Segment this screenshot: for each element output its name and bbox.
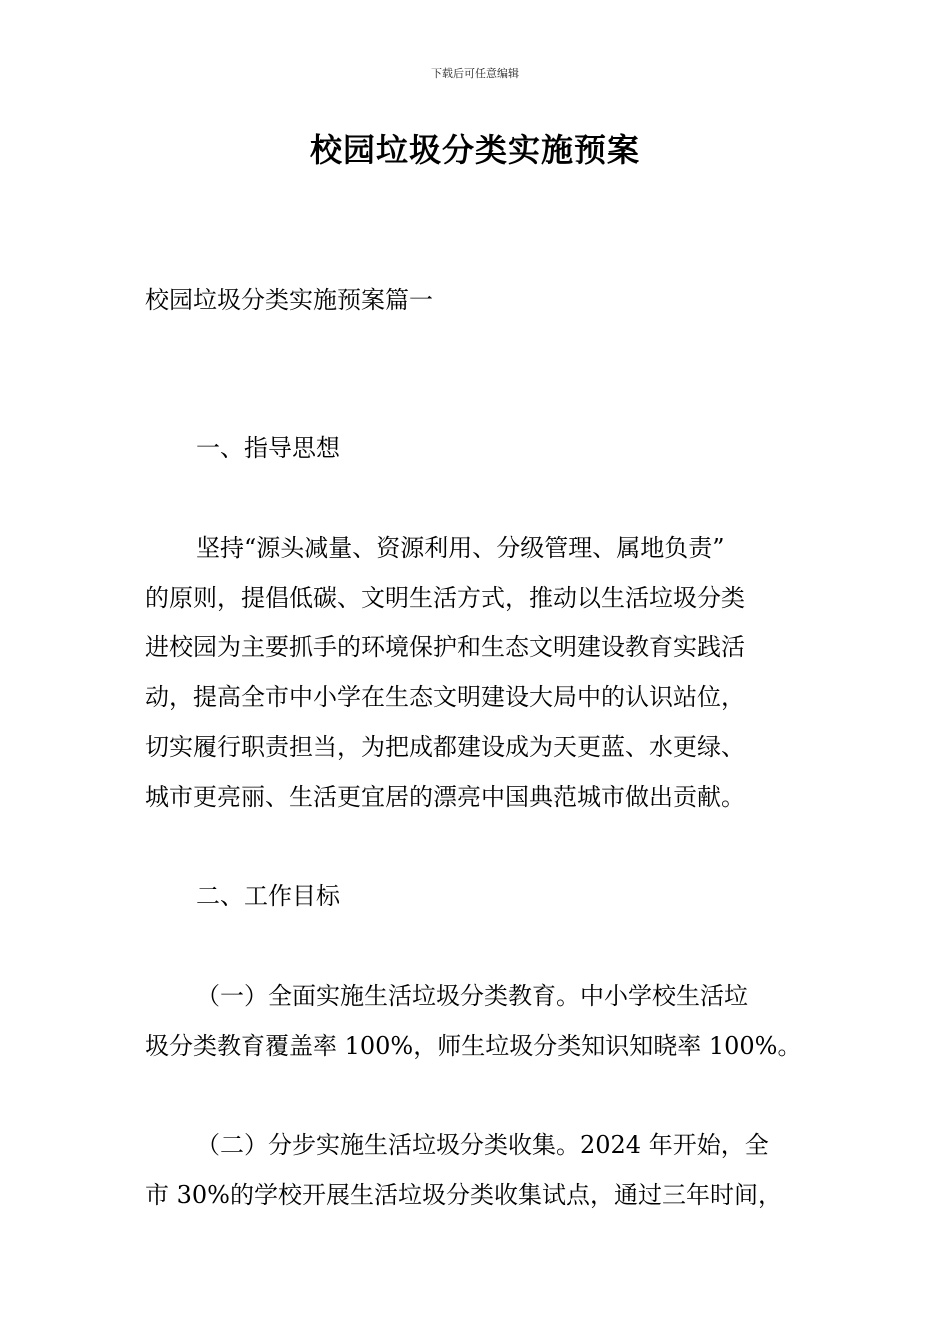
section-1-line: 切实履行职责担当，为把成都建设成为天更蓝、水更绿、	[145, 733, 745, 761]
section-1-line: 进校园为主要抓手的环境保护和生态文明建设教育实践活	[145, 633, 745, 661]
goal-1-line: 圾分类教育覆盖率 100%，师生垃圾分类知识知晓率 100%。	[145, 1032, 802, 1060]
section-1-line: 坚持“源头减量、资源利用、分级管理、属地负责”	[196, 534, 725, 562]
document-subtitle: 校园垃圾分类实施预案篇一	[145, 286, 433, 314]
goal-2-line: 市 30%的学校开展生活垃圾分类收集试点，通过三年时间，	[145, 1181, 782, 1209]
goal-2-line: （二）分步实施生活垃圾分类收集。2024 年开始，全	[196, 1131, 769, 1159]
goal-1-line: （一）全面实施生活垃圾分类教育。中小学校生活垃	[196, 982, 748, 1010]
section-1-heading: 一、指导思想	[196, 434, 340, 462]
section-2-heading: 二、工作目标	[196, 882, 340, 910]
section-1-line: 动，提高全市中小学在生态文明建设大局中的认识站位，	[145, 683, 745, 711]
section-1-line: 的原则，提倡低碳、文明生活方式，推动以生活垃圾分类	[145, 584, 745, 612]
section-1-line: 城市更亮丽、生活更宜居的漂亮中国典范城市做出贡献。	[145, 783, 745, 811]
header-note: 下载后可任意编辑	[431, 67, 519, 80]
document-title: 校园垃圾分类实施预案	[309, 131, 640, 169]
